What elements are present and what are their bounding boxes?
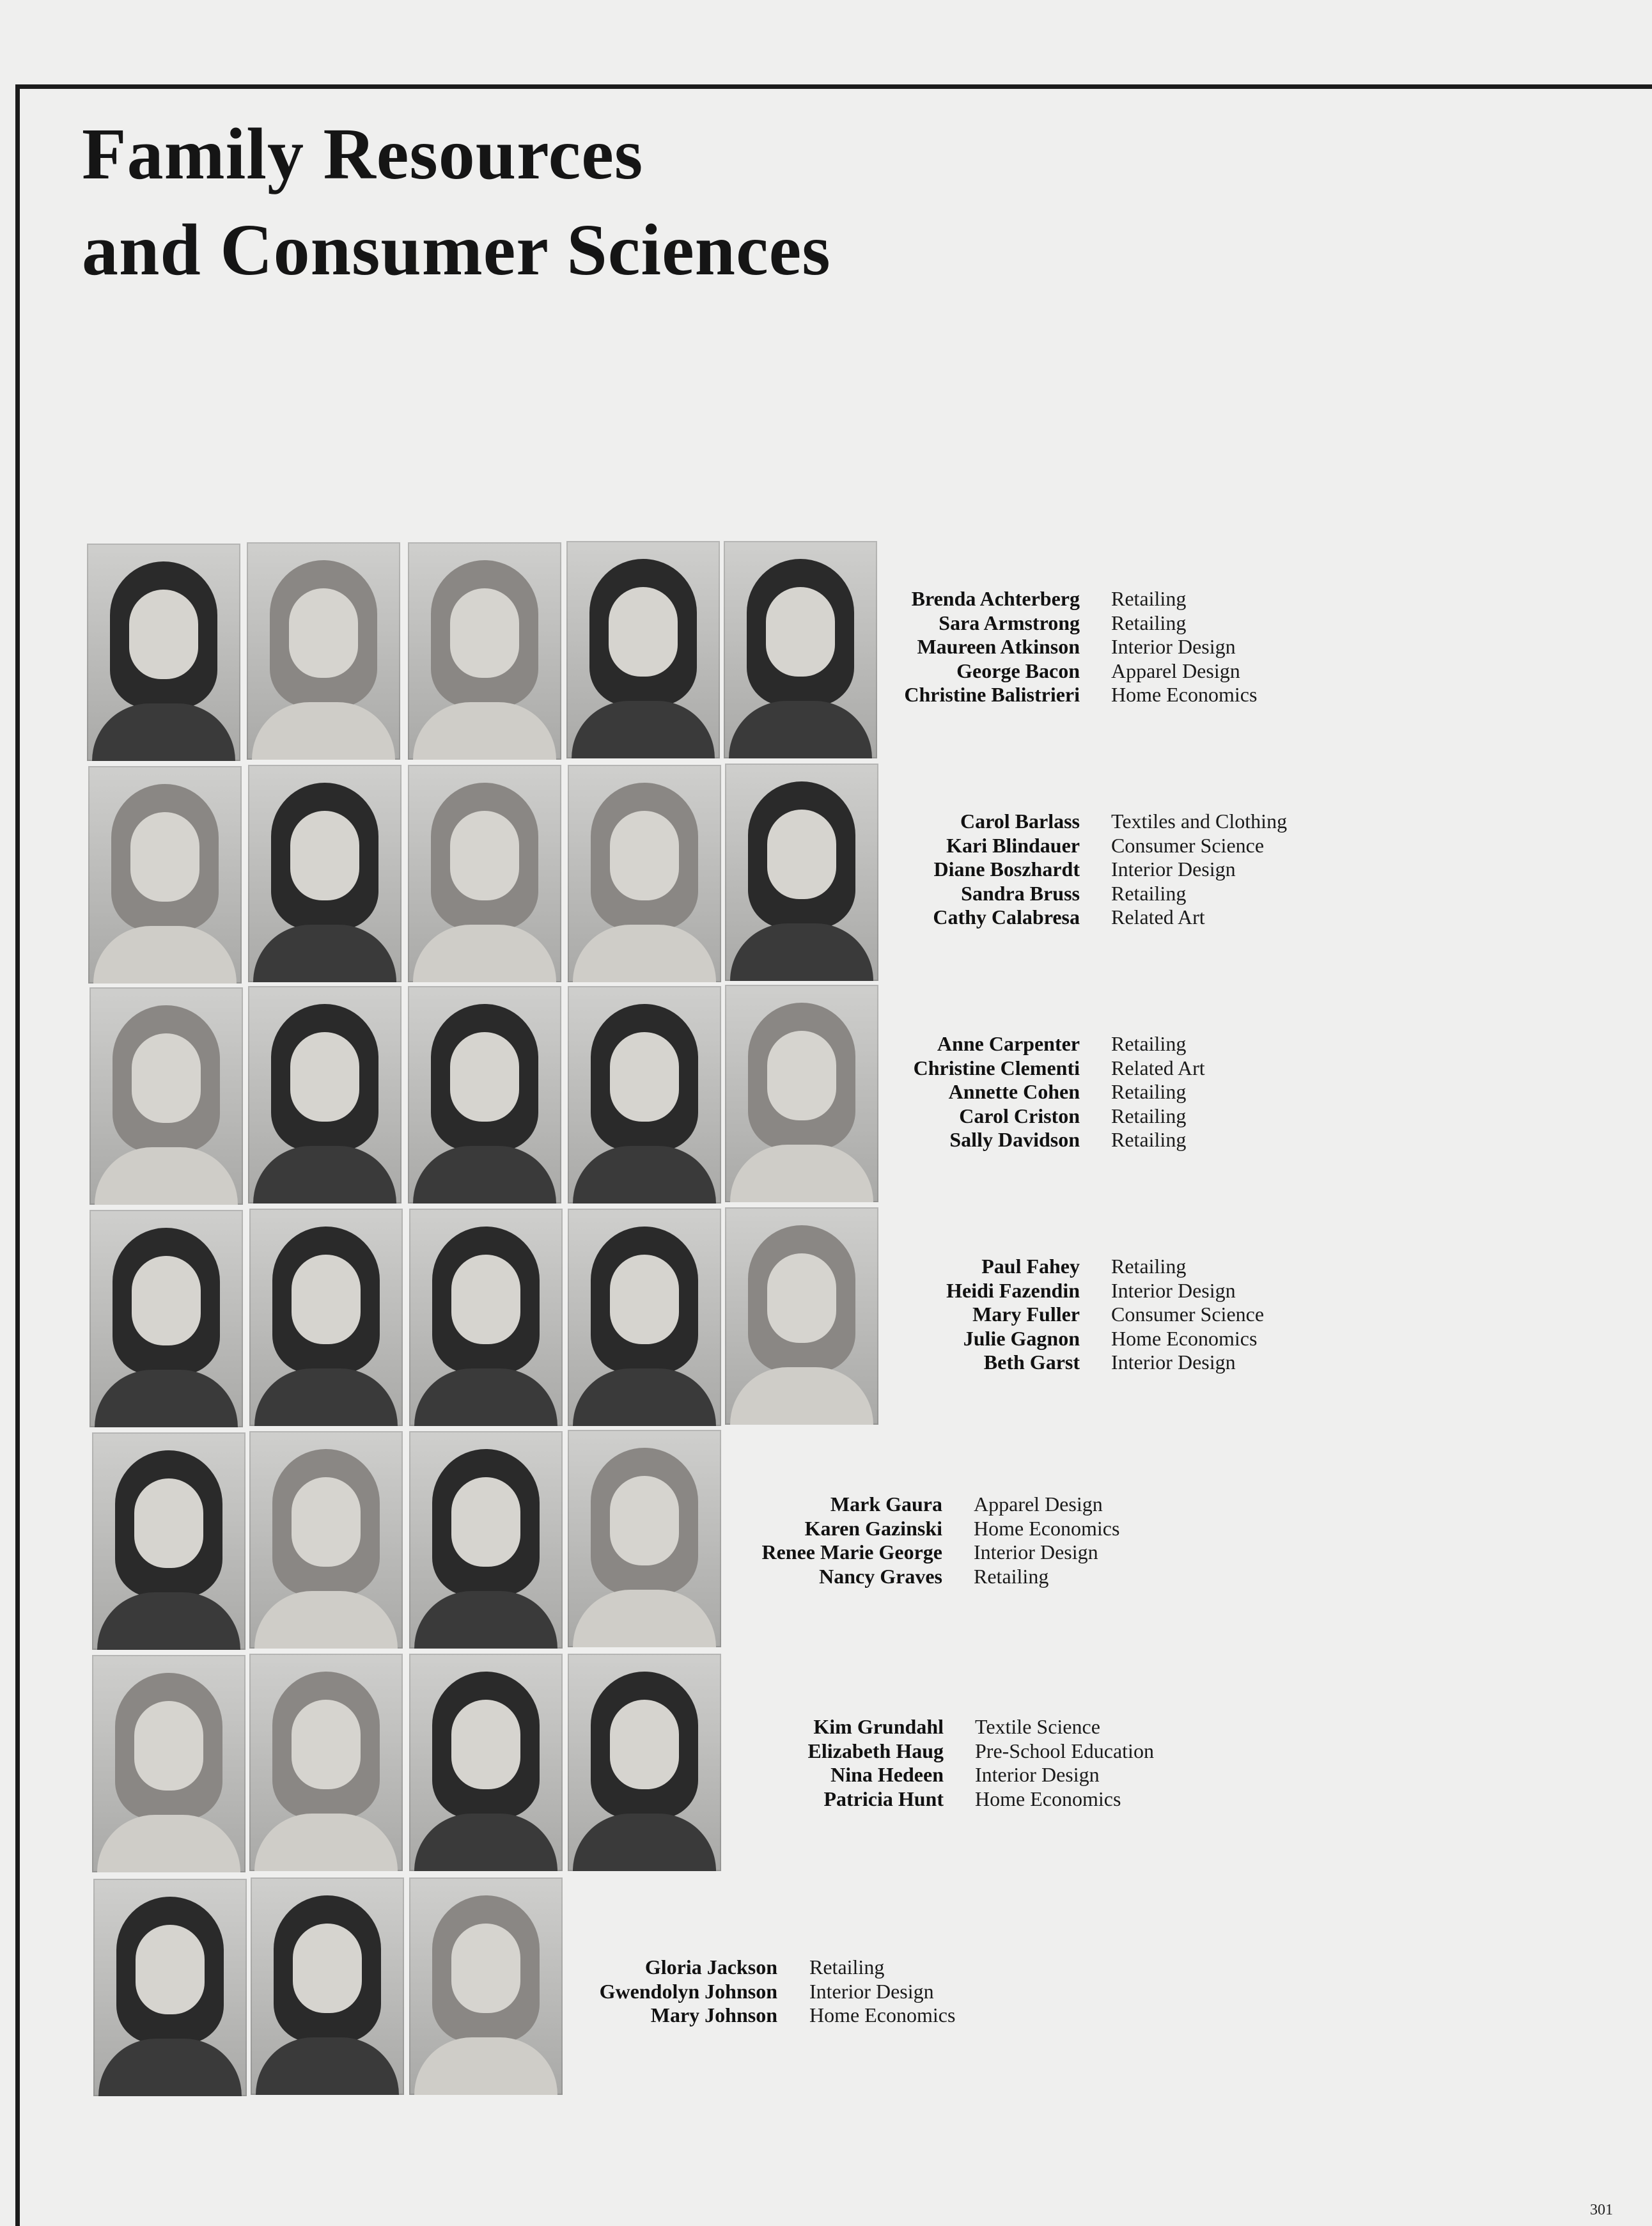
student-name: Patricia Hunt bbox=[823, 1787, 944, 1810]
student-major: Interior Design bbox=[809, 1979, 934, 2003]
student-portrait bbox=[566, 541, 720, 758]
student-portrait bbox=[568, 986, 721, 1203]
page-title-line-2: and Consumer Sciences bbox=[82, 209, 831, 290]
student-major: Retailing bbox=[809, 1956, 885, 1979]
student-portrait bbox=[568, 1654, 721, 1871]
student-name: Christine Balistrieri bbox=[904, 683, 1080, 706]
student-portrait bbox=[248, 986, 401, 1203]
left-border-rule bbox=[15, 84, 20, 2226]
student-name: Cathy Calabresa bbox=[933, 905, 1080, 929]
student-major: Retailing bbox=[974, 1564, 1049, 1588]
student-majors-group-1 bbox=[1111, 587, 1257, 707]
student-major: Pre-School Education bbox=[975, 1739, 1154, 1762]
student-portrait bbox=[725, 985, 878, 1202]
student-name: Christine Clementi bbox=[913, 1056, 1080, 1079]
page-title-line-1: Family Resources bbox=[82, 113, 644, 194]
student-name: Sara Armstrong bbox=[939, 611, 1080, 634]
student-portrait bbox=[249, 1209, 403, 1426]
top-border-rule bbox=[15, 84, 1652, 89]
student-major: Home Economics bbox=[1111, 1326, 1258, 1350]
student-name: George Bacon bbox=[956, 659, 1080, 682]
student-major: Interior Design bbox=[1111, 1278, 1236, 1302]
student-portrait bbox=[90, 1210, 243, 1427]
student-portrait bbox=[568, 765, 721, 982]
student-majors-group-2 bbox=[1111, 810, 1287, 930]
student-portrait bbox=[249, 1431, 403, 1649]
student-name: Elizabeth Haug bbox=[807, 1739, 944, 1762]
page-number: 301 bbox=[1590, 2202, 1613, 2218]
student-major: Textiles and Clothing bbox=[1111, 810, 1288, 833]
student-major: Home Economics bbox=[974, 1516, 1120, 1540]
student-portrait bbox=[249, 1654, 403, 1871]
student-portrait bbox=[724, 541, 877, 758]
student-portrait bbox=[90, 987, 243, 1205]
student-portrait bbox=[93, 1879, 247, 2096]
student-name: Annette Cohen bbox=[948, 1080, 1080, 1103]
student-name: Sally Davidson bbox=[949, 1128, 1080, 1151]
student-names-group-1 bbox=[904, 587, 1080, 707]
student-major: Consumer Science bbox=[1111, 833, 1265, 857]
student-major: Retailing bbox=[1111, 1080, 1187, 1103]
student-name: Kari Blindauer bbox=[946, 833, 1080, 857]
student-portrait bbox=[247, 542, 400, 760]
student-major: Retailing bbox=[1111, 881, 1187, 905]
student-portrait bbox=[408, 542, 561, 760]
student-name: Carol Barlass bbox=[960, 810, 1080, 833]
student-portrait bbox=[408, 765, 561, 982]
student-portrait bbox=[87, 544, 240, 761]
student-majors-group-3 bbox=[1111, 1032, 1205, 1152]
student-major: Related Art bbox=[1111, 905, 1205, 929]
student-portrait bbox=[725, 1207, 878, 1425]
student-name: Nancy Graves bbox=[819, 1564, 942, 1588]
student-major: Textile Science bbox=[975, 1715, 1100, 1738]
student-name: Renee Marie George bbox=[761, 1540, 942, 1564]
student-majors-group-6 bbox=[975, 1715, 1154, 1811]
student-major: Home Economics bbox=[975, 1787, 1121, 1810]
student-major: Related Art bbox=[1111, 1056, 1205, 1079]
student-name: Anne Carpenter bbox=[937, 1032, 1080, 1055]
student-portrait bbox=[251, 1877, 404, 2095]
student-name: Beth Garst bbox=[983, 1351, 1080, 1374]
student-portrait bbox=[409, 1654, 563, 1871]
student-name: Mark Gaura bbox=[830, 1493, 942, 1516]
student-portrait bbox=[88, 766, 242, 984]
student-names-group-2 bbox=[933, 810, 1080, 930]
student-name: Nina Hedeen bbox=[830, 1763, 944, 1786]
student-major: Interior Design bbox=[1111, 635, 1236, 658]
student-majors-group-5 bbox=[974, 1493, 1119, 1588]
student-major: Interior Design bbox=[974, 1540, 1098, 1564]
student-name: Gwendolyn Johnson bbox=[599, 1979, 777, 2003]
student-major: Retailing bbox=[1111, 611, 1187, 634]
student-portrait bbox=[408, 986, 561, 1203]
student-major: Retailing bbox=[1111, 1032, 1187, 1055]
student-names-group-6 bbox=[808, 1715, 944, 1811]
student-name: Diane Boszhardt bbox=[933, 858, 1080, 881]
student-portrait bbox=[92, 1655, 245, 1872]
student-portrait bbox=[568, 1430, 721, 1647]
student-names-group-4 bbox=[946, 1255, 1080, 1375]
student-name: Paul Fahey bbox=[981, 1255, 1080, 1278]
student-names-group-3 bbox=[914, 1032, 1080, 1152]
student-major: Home Economics bbox=[1111, 683, 1258, 706]
student-portrait bbox=[248, 765, 401, 982]
student-major: Apparel Design bbox=[1111, 659, 1240, 682]
student-name: Sandra Bruss bbox=[961, 881, 1080, 905]
student-major: Retailing bbox=[1111, 1128, 1187, 1151]
student-names-group-5 bbox=[761, 1493, 942, 1588]
student-name: Karen Gazinski bbox=[804, 1516, 942, 1540]
student-major: Retailing bbox=[1111, 1104, 1187, 1127]
student-portrait bbox=[409, 1877, 563, 2095]
student-portrait bbox=[409, 1431, 563, 1649]
student-name: Mary Fuller bbox=[972, 1303, 1080, 1326]
student-major: Retailing bbox=[1111, 1255, 1187, 1278]
student-name: Heidi Fazendin bbox=[946, 1278, 1080, 1302]
student-major: Interior Design bbox=[1111, 1351, 1236, 1374]
student-name: Mary Johnson bbox=[650, 2003, 777, 2026]
student-majors-group-4 bbox=[1111, 1255, 1264, 1375]
student-majors-group-7 bbox=[809, 1956, 955, 2028]
student-major: Apparel Design bbox=[974, 1493, 1103, 1516]
student-name: Maureen Atkinson bbox=[917, 635, 1080, 658]
student-name: Julie Gagnon bbox=[963, 1326, 1080, 1350]
student-major: Interior Design bbox=[975, 1763, 1100, 1786]
page-title bbox=[82, 106, 831, 298]
student-major: Home Economics bbox=[809, 2003, 956, 2026]
student-name: Brenda Achterberg bbox=[911, 587, 1080, 610]
student-name: Kim Grundahl bbox=[813, 1715, 944, 1738]
student-name: Carol Criston bbox=[959, 1104, 1080, 1127]
student-portrait bbox=[568, 1209, 721, 1426]
student-major: Retailing bbox=[1111, 587, 1187, 610]
student-portrait bbox=[725, 764, 878, 981]
student-names-group-7 bbox=[600, 1956, 777, 2028]
student-major: Interior Design bbox=[1111, 858, 1236, 881]
student-name: Gloria Jackson bbox=[644, 1956, 777, 1979]
student-major: Consumer Science bbox=[1111, 1303, 1265, 1326]
student-portrait bbox=[92, 1432, 245, 1650]
student-portrait bbox=[409, 1209, 563, 1426]
